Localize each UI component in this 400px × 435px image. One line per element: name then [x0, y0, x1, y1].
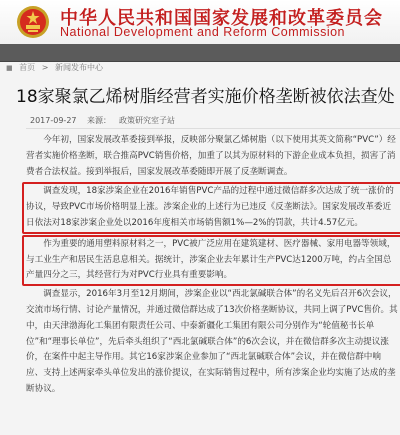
org-name-cn: 中华人民共和国国家发展和改革委员会	[60, 8, 383, 29]
article-body	[26, 133, 398, 400]
nav-bar	[0, 44, 400, 62]
highlight-box-investigation	[22, 182, 400, 233]
article-title: 18家聚氯乙烯树脂经营者实施价格垄断被依法查处	[16, 87, 395, 107]
home-icon: ■	[6, 64, 13, 72]
breadcrumb-news-center[interactable]: 新闻发布中心	[54, 63, 103, 72]
title-divider	[26, 128, 400, 129]
paragraph-1: 今年初，国家发展改革委接到举报，反映部分聚氯乙烯树脂（以下使用其英文简称“PVC”）经营者实施价格垄断，联合推高PVC销售价格，加重了以其为原材料的下游企业成本负担，损害了消费者合法权益。接到举报后，国家发展改革委随即开展了反垄断调查。	[26, 135, 396, 177]
article-source[interactable]: 政策研究室子站	[119, 116, 176, 125]
national-emblem-icon	[16, 5, 50, 39]
breadcrumb-home[interactable]: 首页	[19, 63, 36, 72]
breadcrumb-separator: >	[41, 63, 49, 72]
article-meta	[30, 115, 390, 126]
highlight-box-pvc-scale	[22, 235, 400, 286]
header-banner	[0, 0, 400, 44]
paragraph-3: 作为重要的通用塑料原材料之一，PVC被广泛应用在建筑建材、医疗器械、家用电器等领域，与工业生产和居民生活息息相关。据统计，涉案企业去年累计生产PVC达1200万吨，约占全国总产量四分之三，其经营行为对PVC行业具有重要影响。	[26, 238, 396, 281]
org-name-en: National Development and Reform Commission	[60, 25, 346, 39]
paragraph-2: 调查发现，18家涉案企业在2016年销售PVC产品的过程中通过微信群多次达成了统一涨价的协议，导致PVC市场价格明显上涨。涉案企业的上述行为已违反《反垄断法》。国家发展改革委近日依法对18家涉案企业处以2016年度相关市场销售额1%—2%的罚款，共计4.57亿元。	[26, 186, 394, 228]
article-date: 2017-09-27	[30, 116, 77, 125]
paragraph-4: 调查显示，2016年3月至12月期间，涉案企业以“西北氯碱联合体”的名义先后召开6次会议，交流市场行情、讨论产量情况，并通过微信群达成了13次价格垄断协议，共同上调了PVC售价。其中，由天津渤海化工集团有限责任公司、中泰新疆化工集团有限公司分别作为“轮值秘书长单位”和“理事长单位”，先后牵头组织了“西北氯碱联合体”的6次会议，并在微信群多次主动提议涨价，在案件中起主导作用。其它16家涉案企业参加了“西北氯碱联合体”会议，并在微信群中响应、支持上述两家牵头单位发出的涨价提议，在实际销售过程中，所有涉案企业均实施了达成的垄断协议。	[26, 289, 398, 394]
breadcrumb	[0, 61, 400, 75]
article-source-label: 来源：	[87, 116, 112, 125]
